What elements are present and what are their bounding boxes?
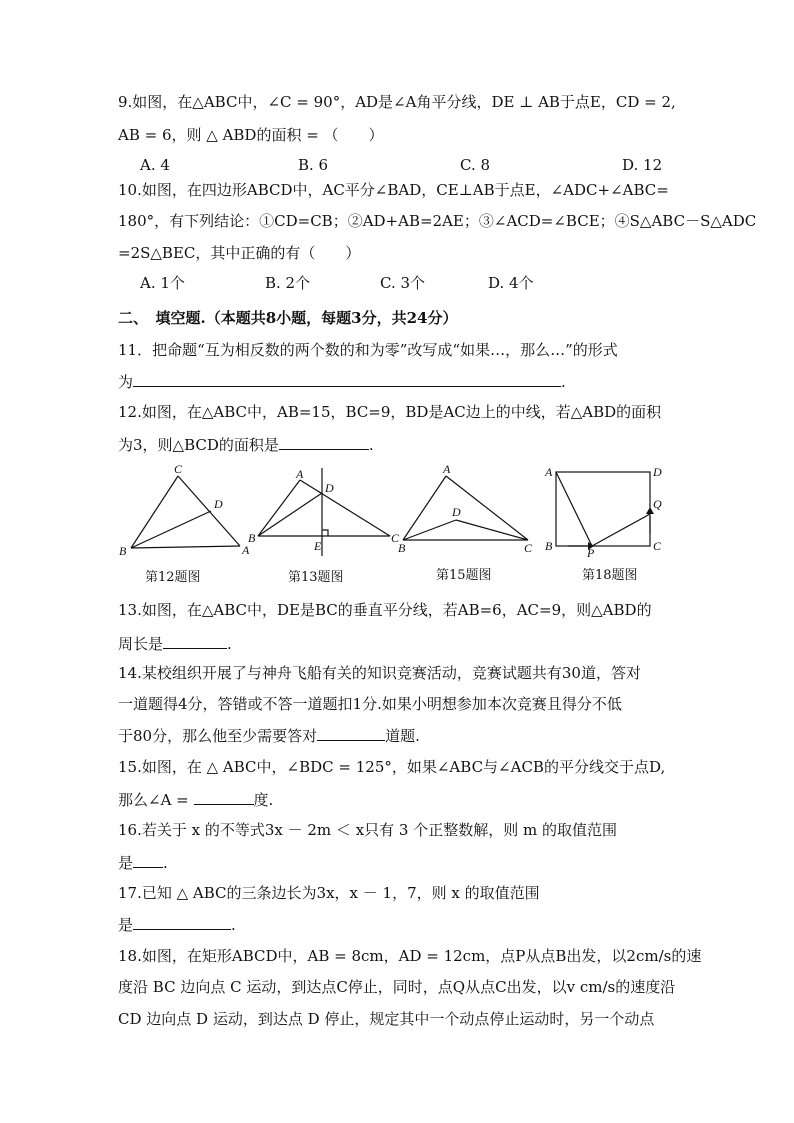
q13-prefix: 周长是 [118,635,164,653]
q13-line-2 [118,633,232,654]
q10-line-2: 180°，有下列结论：①CD=CB；②AD+AB=2AE；③∠ACD=∠BCE；④S△ABC－S△ADC [118,212,757,230]
q18-line-2: 度沿 BC 边向点 C 运动，到达点C停止，同时，点Q从点C出发，以v cm/s的速度沿 [118,978,676,996]
q17-line-2 [118,914,236,935]
q10-option-d: D. 4个 [488,274,534,292]
q14-suffix: 道题. [385,727,420,745]
fig13-label-d: D [325,481,334,495]
q18-line-1: 18.如图，在矩形ABCD中，AB = 8cm，AD = 12cm，点P从点B出发，以2cm/s的速 [118,947,702,965]
fig12-label-d: D [214,497,223,511]
q10-line-1: 10.如图，在四边形ABCD中，AC平分∠BAD，CE⊥AB于点E，∠ADC+∠ABC= [118,181,669,199]
fig13-label-e: E [314,539,322,553]
fig15-label-d: D [452,505,461,519]
q12-line-1: 12.如图，在△ABC中，AB=15，BC=9，BD是AC边上的中线，若△ABD的面积 [118,403,662,421]
q15-suffix: 度. [253,791,274,809]
fig12-label-b: B [119,544,127,558]
q16-answer-blank[interactable] [133,852,163,868]
q10-option-a: A. 1个 [140,274,185,292]
q11-prefix: 为 [118,373,134,391]
q9-option-c: C. 8 [460,156,491,174]
fig18-label-a: A [545,465,553,479]
fig13-label-c: C [391,531,400,545]
q11-line-1: 11．把命题“互为相反数的两个数的和为零”改写成“如果…，那么…”的形式 [118,341,618,359]
fig15-label-b: B [398,541,406,555]
fig18-label-p: P [587,546,595,560]
q17-prefix: 是 [118,916,134,934]
figure-18 [556,472,650,546]
q17-answer-blank[interactable] [133,914,231,930]
q9-option-d: D. 12 [622,156,663,174]
q13-suffix: . [227,635,232,653]
fig12-label-a: A [242,543,250,557]
q17-line-1: 17.已知 △ ABC的三条边长为3x，x － 1，7，则 x 的取值范围 [118,884,540,902]
q13-line-1: 13.如图，在△ABC中，DE是BC的垂直平分线，若AB=6，AC=9，则△ABD的 [118,601,652,619]
q17-suffix: . [231,916,236,934]
q10-option-c: C. 3个 [380,274,426,292]
figure-13 [258,468,390,556]
figure-15 [403,476,528,540]
q14-line-3 [118,725,420,746]
caption-fig12: 第12题图 [145,570,201,585]
q9-line-1: 9.如图，在△ABC中，∠C = 90°，AD是∠A角平分线，DE ⊥ AB于点E，CD = 2, [118,93,676,111]
q14-line-1: 14.某校组织开展了与神舟飞船有关的知识竞赛活动，竞赛试题共有30道，答对 [118,664,641,682]
q10-line-3: =2S△BEC，其中正确的有（ ） [118,244,361,262]
caption-fig18: 第18题图 [582,568,638,583]
q12-suffix: . [368,436,374,454]
fig13-label-b: B [248,531,256,545]
q14-line-2: 一道题得4分，答错或不答一道题扣1分.如果小明想参加本次竞赛且得分不低 [118,695,622,713]
q16-line-2 [118,852,168,873]
q13-answer-blank[interactable] [163,633,227,649]
q9-line-2: AB = 6，则 △ ABD的面积 = （ ） [118,126,384,144]
fig15-label-c: C [524,541,533,555]
fig18-label-c: C [653,539,662,553]
q9-option-b: B. 6 [298,156,329,174]
section-heading: 二、 填空题.（本题共8小题，每题3分，共24分） [118,309,458,327]
q15-answer-blank[interactable] [194,789,254,805]
fig15-label-a: A [443,462,451,476]
q15-prefix: 那么∠A = [118,791,194,809]
fig18-label-q: Q [653,497,662,511]
caption-fig13: 第13题图 [288,570,344,585]
q15-line-1: 15.如图，在 △ ABC中，∠BDC = 125°，如果∠ABC与∠ACB的平分线交于点D, [118,758,666,776]
q14-answer-blank[interactable] [317,725,385,741]
q11-suffix: . [561,373,566,391]
q14-prefix: 于80分，那么他至少需要答对 [118,727,318,745]
q16-line-1: 16.若关于 x 的不等式3x － 2m ＜ x只有 3 个正整数解，则 m 的取值范围 [118,821,617,839]
figure-12 [131,476,240,548]
q16-suffix: . [163,854,168,872]
q16-prefix: 是 [118,854,134,872]
q15-line-2 [118,789,273,810]
caption-fig15: 第15题图 [436,568,492,583]
q18-line-3: CD 边向点 D 运动，到达点 D 停止，规定其中一个动点停止运动时，另一个动点 [118,1010,655,1028]
q12-prefix: 为3，则△BCD的面积是 [118,436,279,454]
fig18-label-d: D [653,465,662,479]
fig18-label-b: B [545,539,553,553]
q10-option-b: B. 2个 [265,274,311,292]
fig13-label-a: A [296,467,304,481]
fig12-label-c: C [174,462,183,476]
q9-option-a: A. 4 [140,156,170,174]
